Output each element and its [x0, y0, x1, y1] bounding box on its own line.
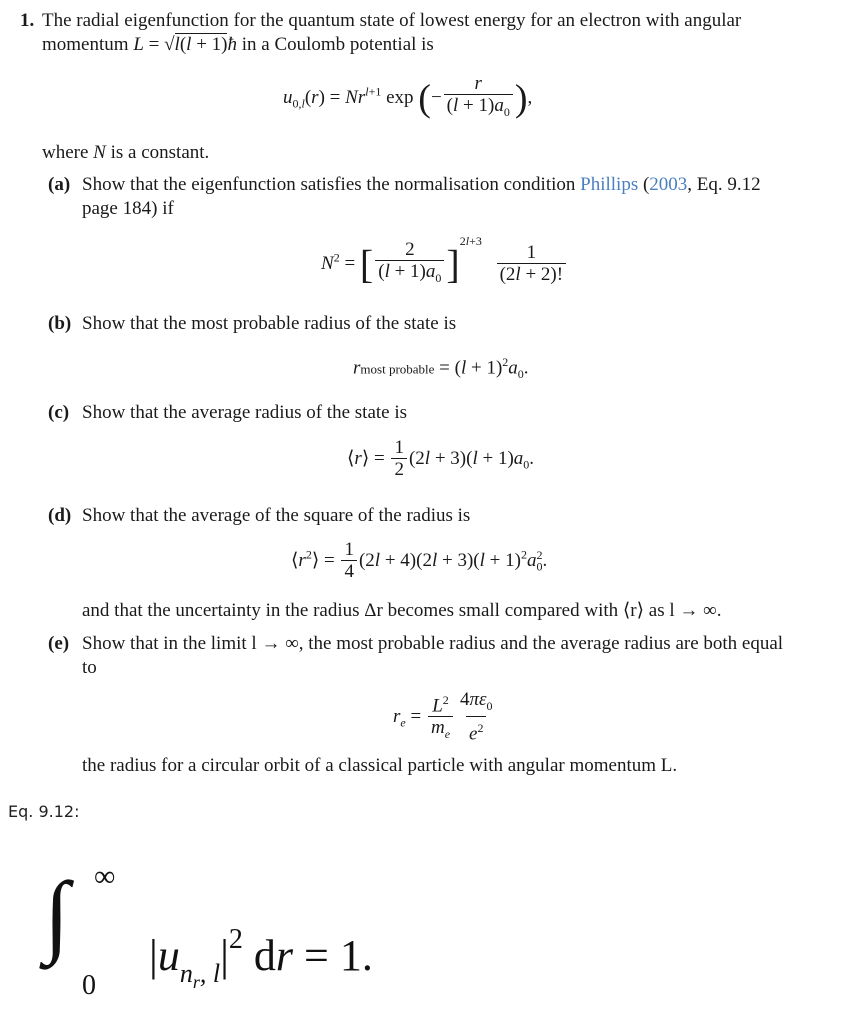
part-b-text: Show that the most probable radius of the state is: [82, 313, 457, 334]
intro-line-2: momentum L = √l(l + 1)ħ in a Coulomb potential is: [42, 34, 434, 55]
integral-upper-limit: ∞: [94, 860, 116, 893]
part-e-label: (e): [48, 633, 70, 654]
part-e-text: Show that in the limit l → ∞, the most probable radius and the average radius are both equal: [82, 633, 784, 654]
part-d-text: Show that the average of the square of the radius is: [82, 505, 471, 526]
integral-sign: ∫: [44, 863, 70, 965]
part-d-label: (d): [48, 505, 72, 526]
intro-suffix: in a Coulomb potential is: [241, 34, 434, 55]
eigenfunction-equation: $u_{0,l}(r) = Nr^{l+1}$ exp (− $\frac{r}{(l + 1)a_0}$ ),: [283, 74, 532, 123]
integrand: $|u_{n_r, l}|^2$ dr = 1.: [149, 924, 373, 993]
intro-momentum-word: momentum: [42, 34, 129, 55]
part-e-text-line2: to: [82, 657, 97, 678]
most-probable-radius-equation: rmost probable = $(l + 1)^2a_0$.: [353, 355, 529, 382]
part-d-after-text: and that the uncertainty in the radius Δr becomes small compared with ⟨r⟩ as l → ∞.: [82, 600, 722, 621]
part-a-text-line2: page 184) if: [82, 198, 174, 219]
part-c-label: (c): [48, 402, 70, 423]
part-c-text: Show that the average radius of the state is: [82, 402, 408, 423]
problem-number: 1.: [20, 10, 35, 31]
where-line: where N is a constant.: [42, 142, 210, 163]
part-a-text: Show that the eigenfunction satisfies the normalisation condition Phillips (2003, Eq. 9.12: [82, 174, 761, 195]
year-link[interactable]: 2003: [649, 174, 688, 195]
part-e-after-text: the radius for a circular orbit of a classical particle with angular momentum L.: [82, 755, 678, 776]
footnote-label: Eq. 9.12:: [8, 802, 80, 821]
classical-radius-equation: $r_e$ = $\frac{L^2}{m_e}$ $\frac{4\pi\varepsilon_0}{e^2}$: [393, 689, 493, 745]
phillips-link[interactable]: Phillips: [580, 174, 639, 195]
integral-lower-limit: 0: [82, 970, 96, 1001]
momentum-formula: L: [133, 34, 144, 55]
part-b-label: (b): [48, 313, 72, 334]
equation-9-12: [44, 860, 564, 1010]
equation-rhs: = 1.: [304, 931, 373, 980]
average-radius-equation: ⟨r⟩ = $\frac{1}{2}$ $(2l + 3)(l + 1)a_0$.: [347, 437, 535, 480]
sqrt-formula: √l(l + 1)ħ: [164, 34, 237, 55]
part-a-label: (a): [48, 174, 71, 195]
normalisation-equation: $N^2$ = [ $\frac{2}{(l + 1)a_0}$ ]$^{2l+3}$ $\frac{1}{(2l + 2)!}$: [321, 234, 568, 289]
average-square-radius-equation: $⟨r^2⟩$ = $\frac{1}{4}$ $(2l + 4)(2l + 3)(l + 1)^2a_0^2$.: [291, 539, 548, 582]
intro-line-1: The radial eigenfunction for the quantum state of lowest energy for an electron with angular: [42, 10, 742, 31]
